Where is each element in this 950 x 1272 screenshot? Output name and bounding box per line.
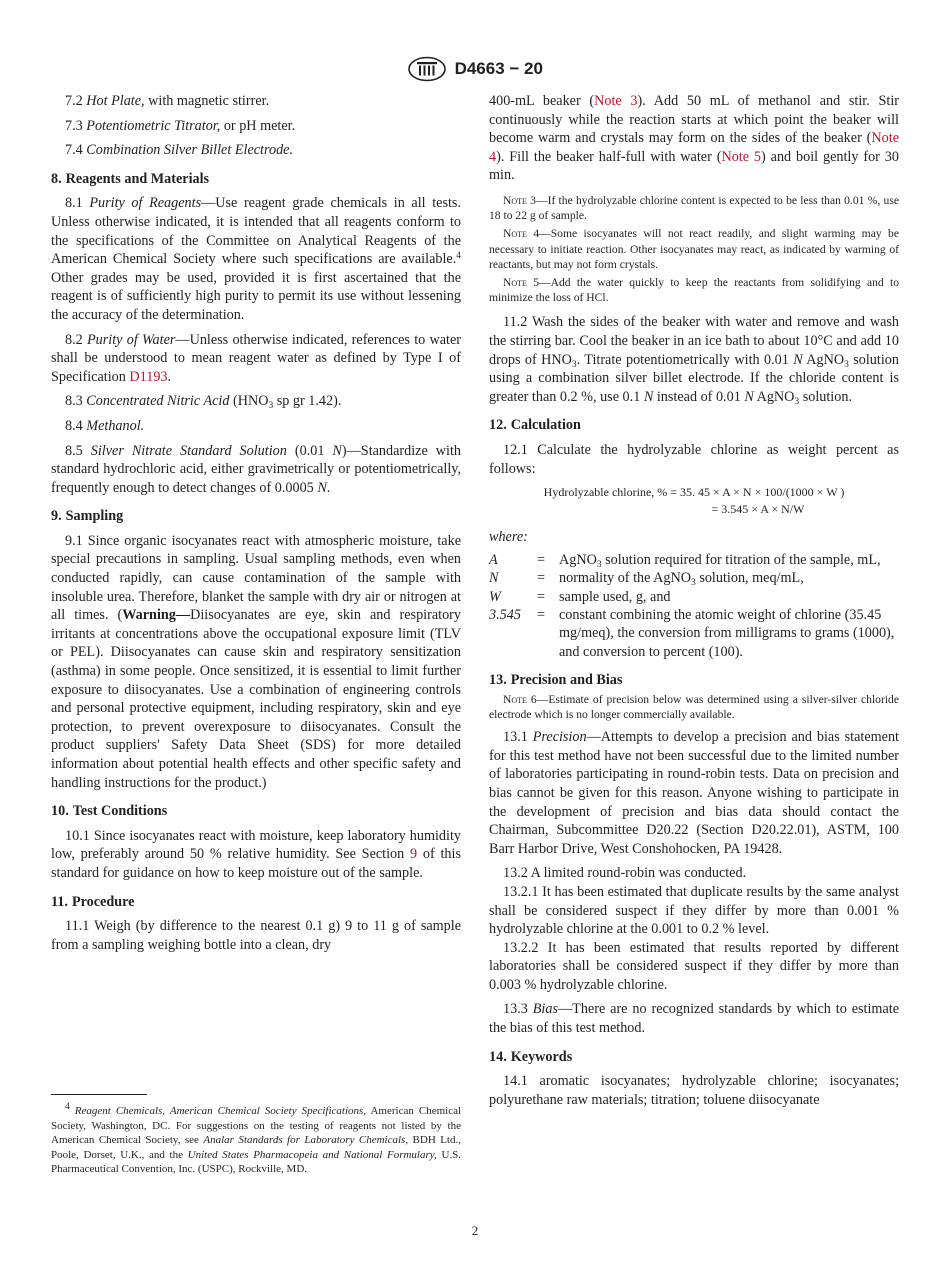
definition-row xyxy=(489,606,899,661)
paragraph-13-2-2: 13.2.2 It has been estimated that results reported by different laboratories shall be considered suspect if they differ by more than 0.003 % hydrolyzable chlorine. xyxy=(489,939,899,993)
definition-equals: = xyxy=(537,570,546,587)
paragraph-13-1: 13.1 Precision—Attempts to develop a precision and bias statement for this test method have not been successful due to the limited number of laboratories participating in round-robin tests. Data on precision and bias cannot be given for this reason. Anyone wishing to participate in the development of precision and bias data should contact the Chairman, Subcommittee D20.22 (Section D20.22.01), ASTM, 100 Barr Harbor Drive, West Conshohocken, PA 19428. xyxy=(489,729,900,857)
link-note-5[interactable]: Note 5 xyxy=(721,148,762,165)
link-d1193[interactable]: D1193 xyxy=(129,368,168,385)
paragraph-8-2: 8.2 Purity of Water—Unless otherwise indicated, references to water shall be understood to mean reagent water as defined by Type I of Specification D1193. xyxy=(51,331,462,385)
variable-definitions xyxy=(489,551,899,661)
paragraph-14-1: 14.1 aromatic isocyanates; hydrolyzable chlorine; isocyanates; polyurethane raw materials; titration; toluene diisocyanate xyxy=(489,1073,900,1108)
note-6: Note 6—Estimate of precision below was determined using a silver-silver chloride electrode which is no longer commercially available. xyxy=(489,692,899,721)
note-4: Note 4—Some isocyanates will not react readily, and slight warming may be necessary to initiate reaction. Other isocyanates may react, as indicated by warming of reactants, but may not form crystals. xyxy=(489,227,899,271)
calculation-equation: Hydrolyzable chlorine, % = 35. 45 × A × N × 100/(1000 × W ) = 3.545 × A × N/W xyxy=(543,485,845,517)
section-heading-12: 12. Calculation xyxy=(489,417,581,434)
astm-logo-icon xyxy=(407,56,447,82)
where-label: where: xyxy=(489,529,528,546)
section-heading-11: 11. Procedure xyxy=(51,893,135,910)
link-section-9[interactable]: 9 xyxy=(410,846,418,863)
definition-row xyxy=(489,588,899,606)
paragraph-7-2: 7.2 Hot Plate, with magnetic stirrer. xyxy=(65,93,270,109)
paragraph-8-4: 8.4 Methanol. xyxy=(65,417,145,434)
section-heading-8: 8. Reagents and Materials xyxy=(51,170,210,187)
definition-equals: = xyxy=(537,606,546,623)
paragraph-9-1: 9.1 Since organic isocyanates react with atmospheric moisture, take special precautions in sampling. Usual sampling methods, even when conducted rapidly, can cause contamination of the sample with insoluble urea. Therefore, blanket the sample with dry air or nitrogen at all times. (Warning—Diisocyanates are eye, skin and respiratory irritants at concentrations above the occupational exposure limit (TLV or PEL). Diisocyanates can cause skin and respiratory sensitization (asthma) in some people. Once sensitized, it is essential to limit further exposure to diisocyanates. Use a combination of engineering controls and personal protective equipment, including respiratory, skin and eye protection, to prevent overexposure to diisocyanates. Consult the product suppliers' Safety Data Sheet (SDS) for more detailed information about potential health effects and other specific safety and handling instructions for the product.) xyxy=(51,532,461,791)
note-3: Note 3—If the hydrolyzable chlorine content is expected to be less than 0.01 %, use 18 to 22 g of sample. xyxy=(489,193,899,223)
definition-symbol: W xyxy=(489,588,501,605)
definition-symbol: 3.545 xyxy=(489,606,521,623)
paragraph-11-2: 11.2 Wash the sides of the beaker with water and remove and wash the stirring bar. Cool the beaker in an ice bath to about 10°C and add 10 drops of $HNO_3$. Titrate potentiometrically with 0.01 N AgNO$_3$ solution using a combination silver billet electrode. If the chloride content is greater than 0.2 %, use 0.1 N instead of 0.01 N AgNO$_3$ solution. xyxy=(489,314,899,407)
paragraph-7-3: 7.3 Potentiometric Titrator, or pH meter. xyxy=(65,117,296,134)
page-number: 2 xyxy=(471,1223,479,1238)
paragraph-8-1: 8.1 Purity of Reagents—Use reagent grade chemicals in all tests. Unless otherwise indicated, it is intended that all reagents conform to the specifications of the Committee on Analytical Reagents of the American Chemical Society where such specifications are available.$^4$ Other grades may be used, provided it is first ascertained that the reagent is of sufficiently high purity to permit its use without lessening the accuracy of the determination. xyxy=(51,195,461,323)
definition-text: AgNO$_3$ solution required for titration of the sample, mL, xyxy=(559,551,881,570)
paragraph-11-1-continued: 400-mL beaker (Note 3). Add 50 mL of methanol and stir. Stir continuously while the reaction starts at which point the beaker will become warm and crystals may form on the sides of the beaker (Note 4). Fill the beaker half-full with water (Note 5) and boil gently for 30 min. xyxy=(489,93,899,184)
definition-symbol: A xyxy=(489,551,498,568)
footnote-divider xyxy=(51,1094,147,1095)
paragraph-11-1: 11.1 Weigh (by difference to the nearest 0.1 g) 9 to 11 g of sample from a sampling weighing bottle into a clean, dry xyxy=(51,918,462,953)
definition-row xyxy=(489,569,899,587)
paragraph-8-5: 8.5 Silver Nitrate Standard Solution (0.01 N)—Standardize with standard hydrochloric acid, either gravimetrically or potentiometrically, frequently enough to detect changes of 0.0005 N. xyxy=(51,442,461,496)
definition-symbol: N xyxy=(489,570,499,587)
page-header xyxy=(0,56,950,82)
definition-equals: = xyxy=(537,588,546,605)
paragraph-13-2: 13.2 A limited round-robin was conducted. xyxy=(503,865,747,882)
paragraph-13-3: 13.3 Bias—There are no recognized standards by which to estimate the bias of this test method. xyxy=(489,1001,900,1037)
section-heading-13: 13. Precision and Bias xyxy=(489,672,623,689)
paragraph-8-3: 8.3 Concentrated Nitric Acid ($HNO_3$ sp gr 1.42). xyxy=(65,393,342,412)
definition-equals: = xyxy=(537,551,546,568)
paragraph-12-1: 12.1 Calculate the hydrolyzable chlorine as weight percent as follows: xyxy=(489,441,899,477)
footnote-ref-4[interactable]: 4 xyxy=(456,251,461,262)
right-column xyxy=(489,92,899,1115)
definition-text: normality of the AgNO$_3$ solution, meq/mL, xyxy=(559,570,804,589)
link-note-3[interactable]: Note 3 xyxy=(594,93,638,109)
document-id: D4663 − 20 xyxy=(454,58,543,78)
link-note-4[interactable]: Note 4 xyxy=(489,130,899,165)
paragraph-13-2-1: 13.2.1 It has been estimated that duplicate results by the same analyst shall be considered suspect if they differ by more than 0.001 % hydrolyzable chlorine at the 0.001 to 0.2 % level. xyxy=(489,883,900,938)
left-column xyxy=(51,92,461,960)
footnote-4: $^4$ Reagent Chemicals, American Chemical Society Specifications, American Chemical Society, Washington, DC. For suggestions on the testing of reagents not listed by the American Chemical Society, see Analar Standards for Laboratory Chemicals, BDH Ltd., Poole, Dorset, U.K., and the United States Pharmacopeia and National Formulary, U.S. Pharmaceutical Convention, Inc. (USPC), Rockville, MD. xyxy=(51,1102,462,1175)
definition-text: sample used, g, and xyxy=(559,588,671,605)
paragraph-7-4: 7.4 Combination Silver Billet Electrode. xyxy=(65,142,294,159)
paragraph-10-1: 10.1 Since isocyanates react with moisture, keep laboratory humidity low, preferably around 50 % relative humidity. See Section 9 of this standard for guidance on how to keep moisture out of the sample. xyxy=(51,827,461,881)
section-heading-14: 14. Keywords xyxy=(489,1048,573,1065)
definition-text: constant combining the atomic weight of chlorine (35.45 mg/meq), the conversion from milligrams to grams (1000), and conversion to percent (100). xyxy=(559,606,895,660)
section-heading-9: 9. Sampling xyxy=(51,508,124,525)
section-heading-10: 10. Test Conditions xyxy=(51,803,168,820)
note-5: Note 5—Add the water quickly to keep the reactants from solidifying and to minimize the loss of HCl. xyxy=(489,275,899,305)
definition-row xyxy=(489,551,899,569)
